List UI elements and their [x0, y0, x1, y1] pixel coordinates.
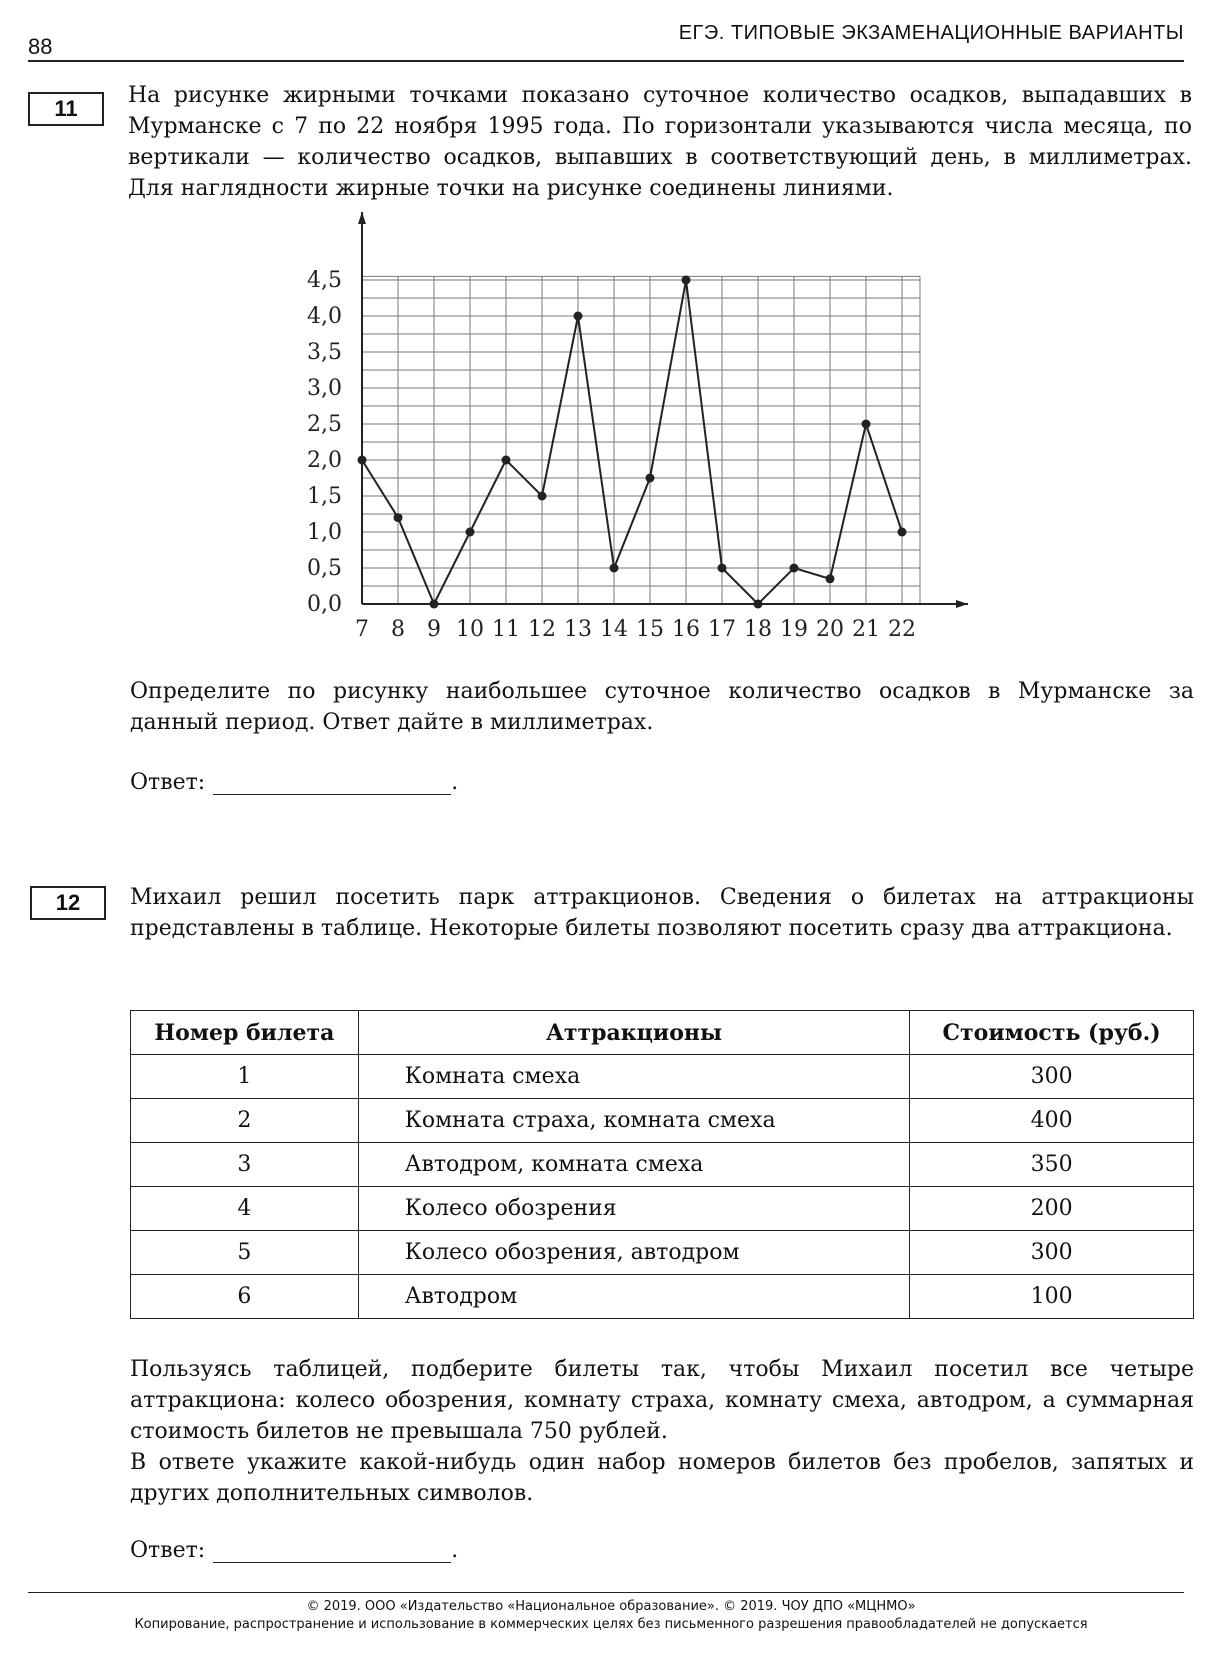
x-tick-label: 13	[564, 617, 592, 642]
footer-copyright: © 2019. ООО «Издательство «Национальное образование». © 2019. ЧОУ ДПО «МЦНМО»	[306, 1599, 916, 1614]
x-tick-label: 16	[672, 617, 700, 642]
ticket-attractions: Колесо обозрения, автодром	[358, 1231, 909, 1275]
table-row	[131, 1143, 1194, 1187]
ticket-number: 1	[131, 1055, 359, 1099]
header-attractions: Аттракционы	[358, 1011, 909, 1055]
y-tick-label: 3,5	[307, 340, 342, 365]
x-tick-label: 18	[744, 617, 772, 642]
data-point	[394, 513, 403, 522]
y-tick-labels	[307, 268, 342, 617]
data-point	[610, 564, 619, 573]
ticket-cost: 350	[910, 1143, 1194, 1187]
page-number: 88	[28, 34, 53, 59]
table-row	[131, 1275, 1194, 1319]
ticket-cost: 400	[910, 1099, 1194, 1143]
table-row	[131, 1231, 1194, 1275]
task-11-question: Определите по рисунку наибольшее суточное количество осадков в Мурманске за данный период. Ответ дайте в миллиметрах.	[130, 679, 1194, 735]
x-axis-arrow	[956, 600, 968, 608]
y-tick-label: 2,0	[307, 448, 342, 473]
x-tick-label: 12	[528, 617, 556, 642]
x-tick-label: 8	[391, 617, 405, 642]
ticket-attractions: Комната страха, комната смеха	[358, 1099, 909, 1143]
data-point	[646, 474, 655, 483]
table-row	[131, 1099, 1194, 1143]
x-tick-label: 10	[456, 617, 484, 642]
table-row	[131, 1187, 1194, 1231]
ticket-number: 2	[131, 1099, 359, 1143]
data-point	[574, 312, 583, 321]
footer-notice: Копирование, распространение и использование в коммерческих целях без письменного разрешения правообладателей не допускается	[134, 1617, 1088, 1632]
data-point	[898, 528, 907, 537]
task-12-intro: Михаил решил посетить парк аттракционов. Сведения о билетах на аттракционы представлены в таблице. Некоторые билеты позволяют посетить сразу два аттракциона.	[130, 885, 1194, 941]
y-axis-arrow	[358, 212, 366, 224]
data-point	[790, 564, 799, 573]
ticket-attractions: Автодром, комната смеха	[358, 1143, 909, 1187]
x-tick-label: 11	[492, 617, 520, 642]
y-tick-label: 3,0	[307, 376, 342, 401]
answer-label: Ответ:	[130, 1538, 206, 1563]
y-tick-label: 0,0	[307, 592, 342, 617]
task-12-answer: Ответ: .	[130, 1538, 459, 1563]
ticket-cost: 200	[910, 1187, 1194, 1231]
x-tick-label: 17	[708, 617, 736, 642]
x-tick-label: 15	[636, 617, 664, 642]
x-tick-labels	[355, 617, 916, 642]
data-point	[718, 564, 727, 573]
running-title: ЕГЭ. ТИПОВЫЕ ЭКЗАМЕНАЦИОННЫЕ ВАРИАНТЫ	[678, 22, 1184, 44]
y-tick-label: 1,0	[307, 520, 342, 545]
header-ticket-number: Номер билета	[131, 1011, 359, 1055]
x-tick-label: 9	[427, 617, 441, 642]
tickets-table	[130, 1010, 1194, 1319]
ticket-cost: 300	[910, 1055, 1194, 1099]
ticket-number: 4	[131, 1187, 359, 1231]
ticket-attractions: Автодром	[358, 1275, 909, 1319]
x-tick-label: 14	[600, 617, 628, 642]
x-tick-label: 19	[780, 617, 808, 642]
data-point	[502, 456, 511, 465]
ticket-number: 6	[131, 1275, 359, 1319]
header-rule	[28, 60, 1184, 62]
answer-blank-12[interactable]	[213, 1540, 451, 1563]
task-12-question-1: Пользуясь таблицей, подберите билеты так, чтобы Михаил посетил все четыре аттракциона: колесо обозрения, комнату страха, комнату смеха, автодром, а суммарная стоимость билетов не превышала 750 рублей.	[130, 1357, 1194, 1444]
y-tick-label: 4,5	[307, 268, 342, 293]
data-point	[682, 276, 691, 285]
answer-label: Ответ:	[130, 770, 206, 795]
table-header-row	[131, 1011, 1194, 1055]
y-tick-label: 1,5	[307, 484, 342, 509]
ticket-number: 5	[131, 1231, 359, 1275]
ticket-number: 3	[131, 1143, 359, 1187]
ticket-cost: 300	[910, 1231, 1194, 1275]
x-tick-label: 7	[355, 617, 369, 642]
precipitation-chart	[290, 210, 1030, 650]
ticket-attractions: Колесо обозрения	[358, 1187, 909, 1231]
x-tick-label: 21	[852, 617, 880, 642]
answer-blank-11[interactable]	[213, 772, 451, 795]
task-12-question-2: В ответе укажите какой-нибудь один набор номеров билетов без пробелов, запятых и других дополнительных символов.	[130, 1450, 1194, 1506]
data-point	[862, 420, 871, 429]
task-11-number-box: 11	[28, 92, 104, 126]
data-point	[754, 600, 763, 609]
header-cost: Стоимость (руб.)	[910, 1011, 1194, 1055]
footer-rule	[28, 1592, 1184, 1593]
x-tick-label: 22	[888, 617, 916, 642]
task-11-intro: На рисунке жирными точками показано суточное количество осадков, выпадавших в Мурманске с 7 по 22 ноября 1995 года. По горизонтали указываются числа месяца, по вертикали — количество осадков, выпавших в соответствующий день, в миллиметрах. Для наглядности жирные точки на рисунке соединены линиями.	[128, 83, 1192, 201]
task-11-answer: Ответ: .	[130, 770, 459, 795]
y-tick-label: 4,0	[307, 304, 342, 329]
task-12-number-box: 12	[30, 886, 106, 920]
data-point	[826, 574, 835, 583]
data-point	[538, 492, 547, 501]
ticket-cost: 100	[910, 1275, 1194, 1319]
x-tick-label: 20	[816, 617, 844, 642]
y-tick-label: 2,5	[307, 412, 342, 437]
data-point	[466, 528, 475, 537]
y-tick-label: 0,5	[307, 556, 342, 581]
ticket-attractions: Комната смеха	[358, 1055, 909, 1099]
data-point	[358, 456, 367, 465]
table-row	[131, 1055, 1194, 1099]
data-point	[430, 600, 439, 609]
